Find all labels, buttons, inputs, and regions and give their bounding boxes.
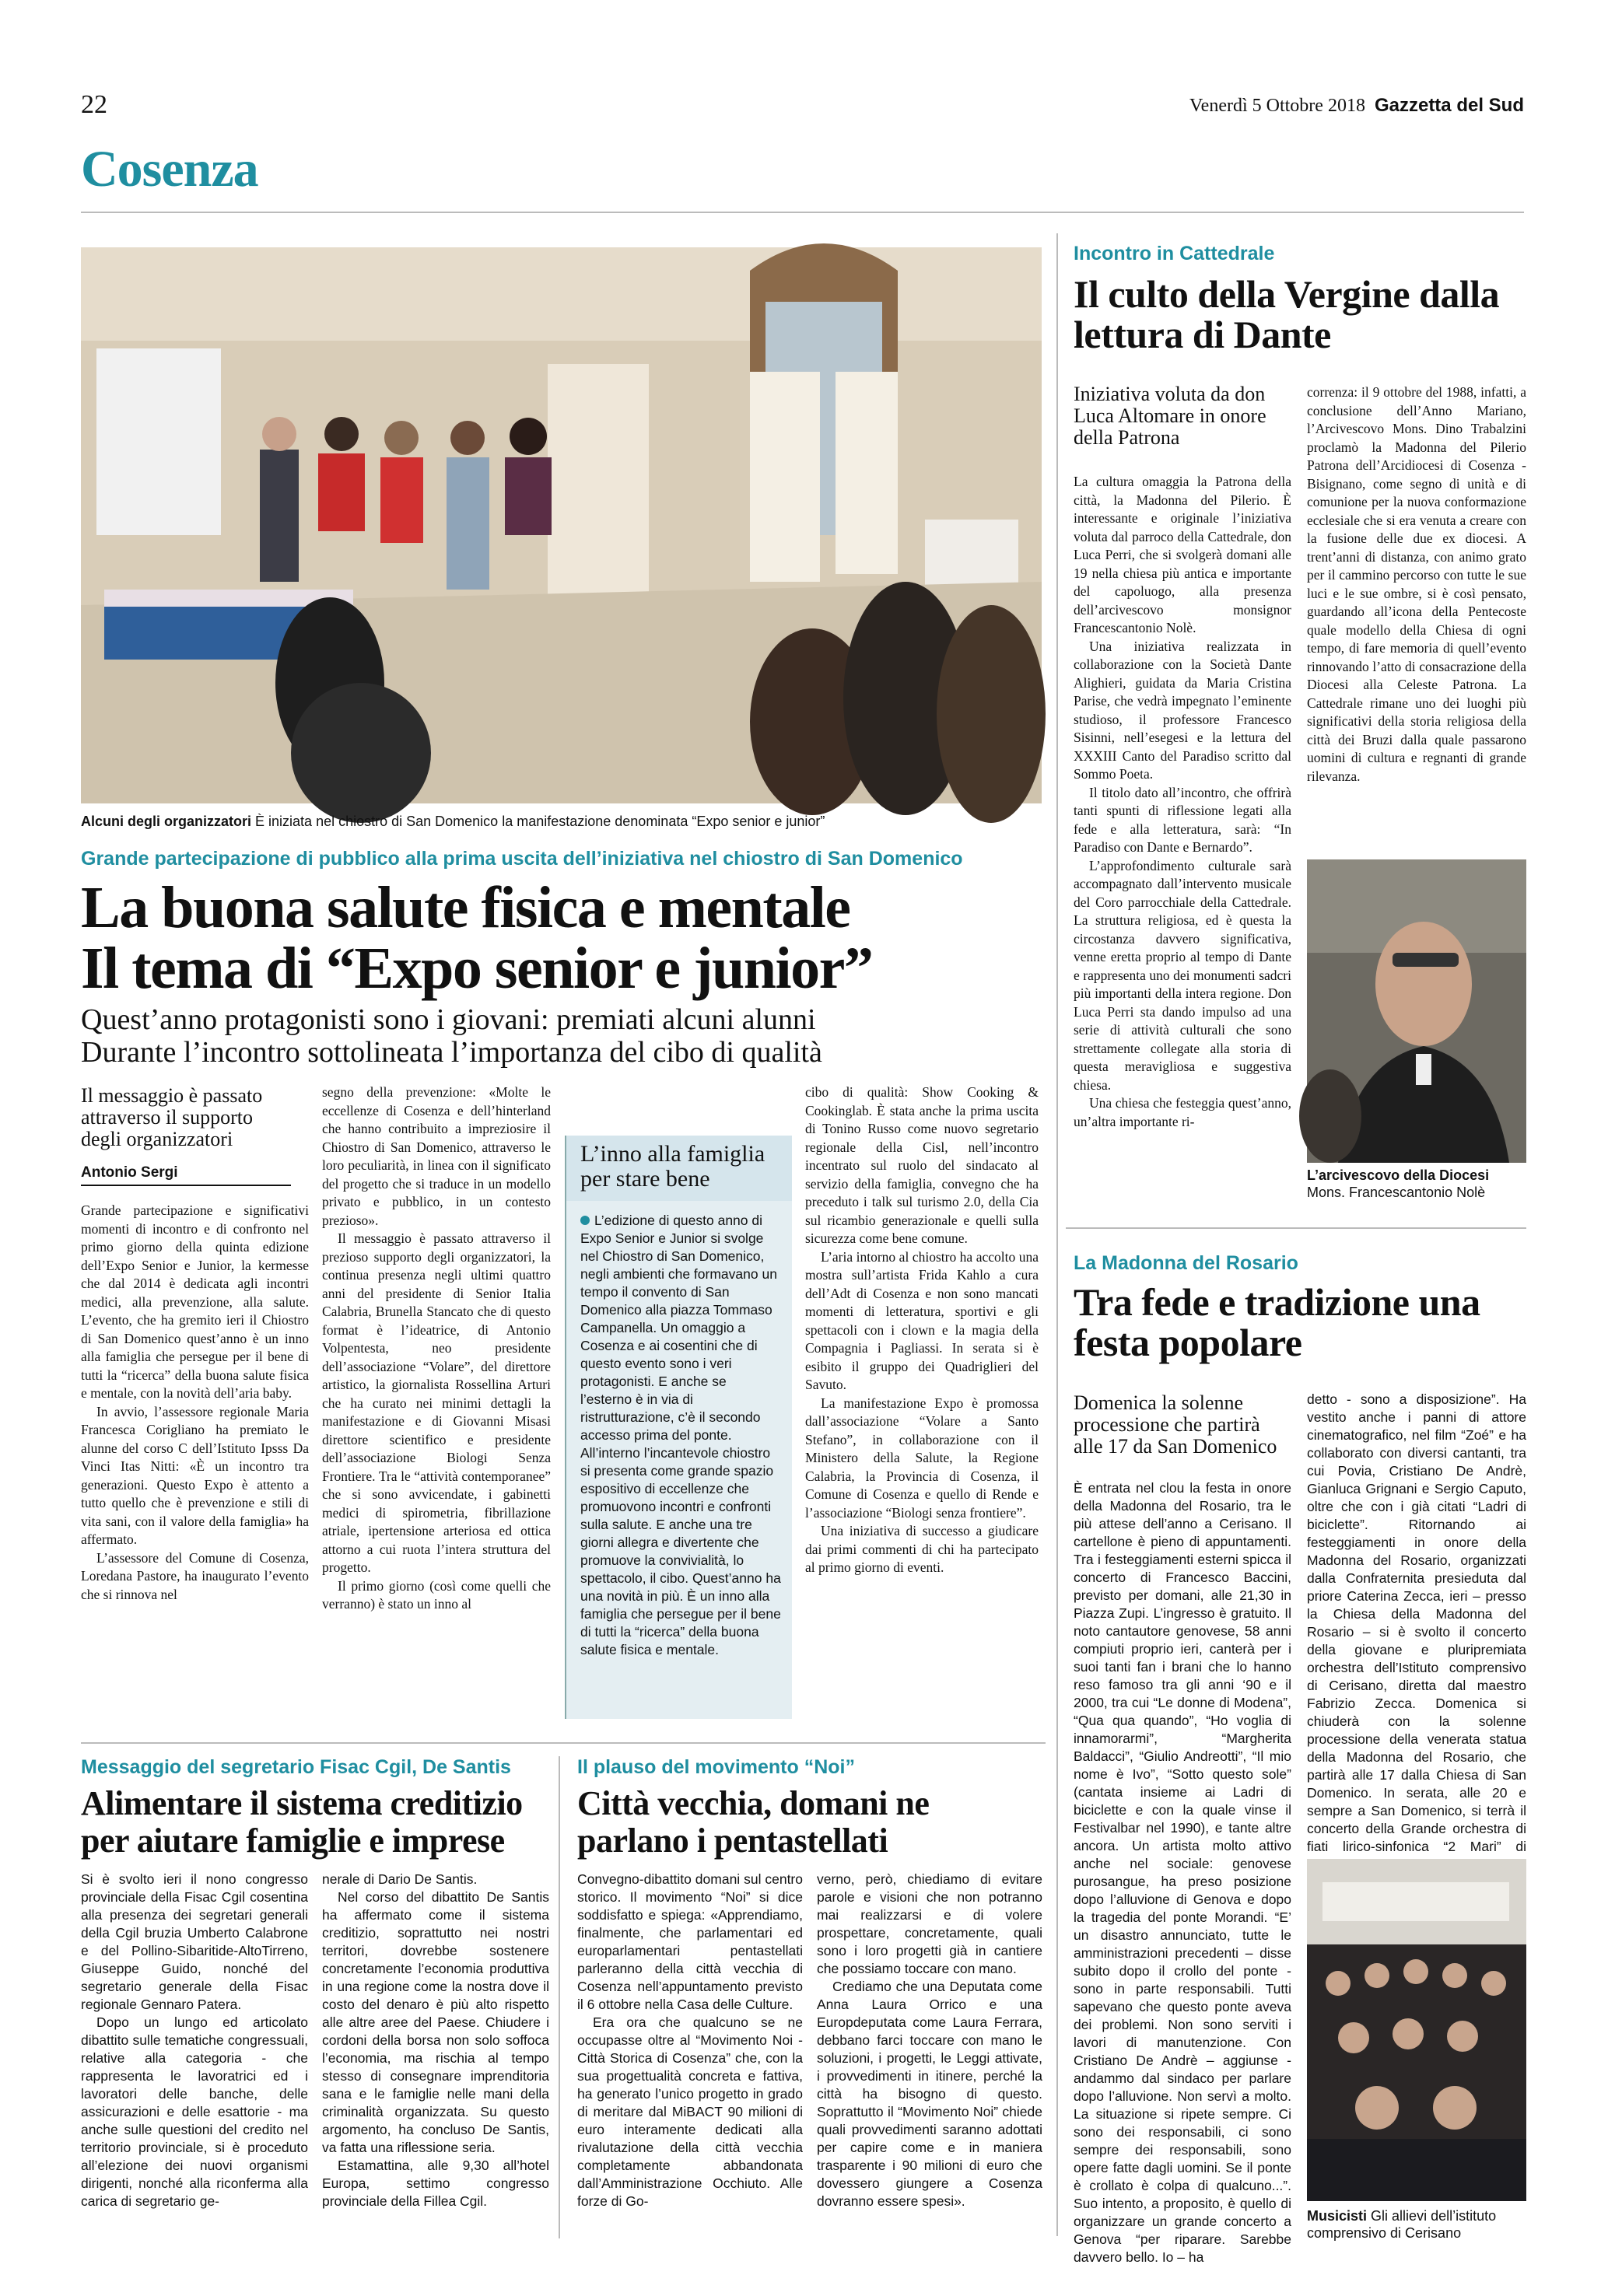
main-headline xyxy=(81,877,1046,999)
newspaper-name: Gazzetta del Sud xyxy=(1374,95,1524,116)
main-headline-line2: Il tema di “Expo senior e junior” xyxy=(81,936,873,1001)
fisac-col-b xyxy=(322,1871,549,2236)
main-sub-line1: Quest’anno protagonisti sono i giovani: premiati alcuni alunni xyxy=(81,1003,816,1036)
rosario-col-a xyxy=(1074,1479,1291,2265)
family-sidebar-box xyxy=(565,1136,792,1719)
paragraph: Convegno-dibattito domani sul centro storico. Il movimento “Noi” si dice soddisfatto e spiega: «Apprendiamo, finalmente, che parlamentari ed europarlamentari pentastellati parleranno della città vecchia di Cosenza nell’appuntamento previsto il 6 ottobre nella Casa delle Culture. xyxy=(577,1871,803,2012)
noi-col-a xyxy=(577,1871,803,2236)
paragraph: nerale di Dario De Santis. xyxy=(322,1871,478,1887)
archbishop-photo xyxy=(1307,859,1526,1163)
caption-bold: L’arcivescovo della Diocesi xyxy=(1307,1167,1490,1183)
issue-date: Venerdì 5 Ottobre 2018 xyxy=(1189,96,1365,116)
paragraph: verno, però, chiediamo di evitare parole e visioni che non potranno mai realizzarsi e di volere prospettare, concretamente, quali sono i loro progetti già in cantiere che possiamo toccare con mano. xyxy=(817,1871,1042,1976)
dante-col-a xyxy=(1074,473,1291,1204)
musicians-photo-illustration xyxy=(1307,1859,1526,2201)
main-col-2 xyxy=(322,1083,551,1729)
bottom-section-rule xyxy=(81,1742,1046,1744)
sidebar-box-title: L’inno alla famiglia per stare bene xyxy=(566,1136,792,1201)
paragraph: La manifestazione Expo è promossa dall’associazione “Volare a Santo Stefano”, in collaborazione con il Ministero della Salute, la Regione Calabria, la Provincia di Cosenza, il Comune di Cosenza e quello di Rende e l’associazione “Biologi senza frontiere”. xyxy=(805,1395,1039,1521)
paragraph: cibo di qualità: Show Cooking & Cookinglab. È stata anche la prima uscita di Tonino Russo come nuovo segretario regionale della Cisl, nell’incontro incentrato sul ruolo del sindacato al servizio della famiglia, convegno che ha preceduto i talk sul turismo 2.0, della Cia sul ricambio generazionale e quelli sulla sicurezza come bene comune. xyxy=(805,1084,1039,1246)
dante-standfirst: Iniziativa voluta da don Luca Altomare in onore della Patrona xyxy=(1074,383,1266,449)
paragraph: L’assessore del Comune di Cosenza, Loredana Pastore, ha inaugurato l’evento che si rinnova nel xyxy=(81,1549,309,1602)
paragraph: Il messaggio è passato attraverso il prezioso supporto degli organizzatori, la continua presenza negli ultimi quattro anni del presidente di Senior Italia Calabria, Brunella Stancato che di questo format è l’ideatrice, di Antonio Volpentesta, neo presidente dell’associazione “Volare”, del direttore artistico, la giornalista Rossellina Arturi che ha curato nei minimi dettagli la manifestazione e di Giovanni Misasi direttore scientifico e presidente dell’associazione Biologi Senza Frontiere. Tra le “attività contemporanee” che si sono avvicendate, i gabinetti medici di spirometria, fibrillazione atriale, ipertensione arteriosa ed ottica attorno a cui ruota l’intera struttura del progetto. xyxy=(322,1230,551,1575)
fisac-col-a xyxy=(81,1871,308,2236)
paragraph: Crediamo che una Deputata come Anna Laura Orrico e una Europdeputata come Laura Ferrara, debbano farci toccare con mano le soluzioni, i progetti, le Leggi attivate, i provvedimenti in itinere, perché la città ha bisogno di questo. Soprattutto il “Movimento Noi” chiede quali provvedimenti saranno adottati per capire come e in maniera trasparente i 90 milioni di euro che dovessero giungere a Cosenza dovranno essere spesi». xyxy=(817,1979,1042,2209)
rosario-standfirst: Domenica la solenne processione che partirà alle 17 da San Domenico xyxy=(1074,1391,1277,1458)
paragraph: segno della prevenzione: «Molte le eccellenze di Cosenza e dell’hinterland che hanno contribuito a impreziosire il Chiostro di San Domenico, attraverso le loro peculiarità, in linea con il significato del progetto che si traduce in un modello privato e pubblico, in un contesto prezioso». xyxy=(322,1084,551,1228)
main-standfirst: Il messaggio è passato attraverso il supporto degli organizzatori xyxy=(81,1084,263,1150)
header-rule xyxy=(81,212,1524,213)
main-photo xyxy=(81,247,1042,803)
sidebar-box-body xyxy=(566,1201,792,1659)
fisac-headline: Alimentare il sistema creditizio per aiutare famiglie e imprese xyxy=(81,1784,523,1860)
caption-bold: Musicisti xyxy=(1307,2208,1368,2224)
section-title: Cosenza xyxy=(81,141,258,198)
paragraph: Una iniziativa realizzata in collaborazione con la Società Dante Alighieri, guidata da Maria Cristina Parise, che vedrà impegnato l’eminente studioso, il professore Francesco Sisinni, nell’esegesi e la lettura del XXXIII Canto del Paradiso scritto dal Sommo Poeta. xyxy=(1074,638,1291,782)
paragraph: È entrata nel clou la festa in onore della Madonna del Rosario, tra le più attese dell’anno a Cerisano. Il cartellone è pieno di appuntamenti. Tra i festeggiamenti esterni spicca il concerto di Francesco Baccini, previsto per domani, alle 21,30 in Piazza Zupi. L’ingresso è gratuito. Il noto cantautore genovese, 58 anni compiuti proprio ieri, canterà per i suoi tanti fan i brani che lo hanno reso famoso tra gli anni ‘90 e il 2000, tra cui “Le donne di Modena”, “Qua qua quando”, “Ho voglia di innamorarmi”, “Margherita Baldacci”, “Giulio Andreotti”, “Il mio nome è Ivo”, “Sotto questo sole” (cantata insieme ai Ladri di biciclette e con la quale vinse il Festivalbar nel 1990), e tante altre ancora. Un artista molto attivo anche nel sociale: genovese purosangue, ha preso posizione dopo l’alluvione di Genova e dopo la tragedia del ponte Morandi. “E’ un disastro annunciato, tutte le amministrazioni precedenti – disse subito dopo il crollo del ponte - sono in parte responsabili. Tutti sapevano che questo ponte aveva dei problemi. Non sono serviti i lavori di manutenzione. Con Cristiano De Andrè – aggiunse - andammo dal sindaco per parlare dopo l’alluvione. Non servì a molto. La situazione si ripete sempre. Ci sono dei responsabili, ci sono sempre dei responsabili, sono opere fatte dagli uomini. Se il ponte è crollato è colpa di qualcuno...”. Suo intento, a proposito, è quello di organizzare un grande concerto a Genova “per riparare. Sarebbe davvero bello. Io – ha xyxy=(1074,1480,1291,2265)
paragraph: Nel corso del dibattito De Santis ha affermato come il sistema creditizio, soprattutto nei nostri territori, dovrebbe sostenere concretamente l’economia produttiva in una regione come la nostra dove il costo del denaro è più alto rispetto alle altre aree del Paese. Chiudere i cordoni della borsa non solo soffoca l’economia, ma rischia al tempo stesso di consegnare imprenditoria sana e le famiglie nelle mani della criminalità organizzata. Su questo argomento, ha concluso De Santis, va fatta una riflessione seria. xyxy=(322,1889,549,2155)
main-headline-line1: La buona salute fisica e mentale xyxy=(81,875,850,940)
bullet-dot-icon xyxy=(580,1216,590,1225)
paragraph: La cultura omaggia la Patrona della città, la Madonna del Pilerio. È interessante e originale l’iniziativa voluta dal parroco della Cattedrale, don Luca Perri, che si svolgerà domani alle 19 nella chiesa più antica e importante del capoluogo, alla presenza dell’arcivescovo monsignor Francescantonio Nolè. xyxy=(1074,474,1291,635)
caption-text: È iniziata nel chiostro di San Domenico la manifestazione denominata “Expo senior e junior” xyxy=(255,814,825,829)
paragraph: Una iniziativa di successo a giudicare dai primi commenti di chi ha partecipato al primo giorno di eventi. xyxy=(805,1523,1039,1575)
column-divider xyxy=(1056,233,1058,2236)
paragraph: Una chiesa che festeggia quest’anno, un’altra importante ri- xyxy=(1074,1095,1291,1129)
main-photo-caption xyxy=(81,813,1042,830)
paragraph: L’aria intorno al chiostro ha accolto una mostra sull’artista Frida Kahlo a cura dell’Adt di Cosenza e non sono mancati momenti di letteratura, sportivi e gli spettacoli con i clown e la magia della Compagnia i Pagliassi. In serata si è esibito il gruppo dei Quadriglieri del Savuto. xyxy=(805,1248,1039,1392)
musicians-caption xyxy=(1307,2207,1526,2242)
bottom-column-divider xyxy=(559,1756,560,2238)
paragraph: Era ora che qualcuno se ne occupasse oltre al “Movimento Noi - Città Storica di Cosenza” che, con la sua progettualità concreta e fattiva, ha generato l’unico progetto in grado di meritare dal MiBACT 90 milioni di euro interamente dedicati alla rivalutazione della città vecchia completamente abbandonata dall’Amministrazione Occhiuto. Alle forze di Go- xyxy=(577,2014,803,2209)
caption-bold: Alcuni degli organizzatori xyxy=(81,814,252,829)
caption-text: Mons. Francescantonio Nolè xyxy=(1307,1185,1486,1200)
paragraph: Il titolo dato all’incontro, che offrirà tanti spunti di riflessione legati alla fede e alla letteratura, sarà: “In Paradiso con Dante e Bernardo”. xyxy=(1074,784,1291,855)
main-byline: Antonio Sergi xyxy=(81,1164,291,1186)
noi-kicker: Il plauso del movimento “Noi” xyxy=(577,1756,855,1778)
right-section-rule xyxy=(1066,1227,1526,1229)
main-col-1 xyxy=(81,1202,309,1727)
paragraph: correnza: il 9 ottobre del 1988, infatti, a conclusione dell’Anno Mariano, l’Arcivescovo Mons. Dino Trabalzini proclamò la Madonna del Pilerio Patrona dell’Arcidiocesi di Cosenza - Bisignano, come segno di unità e di comunione per la nuova conformazione ecclesiale che si era venuta a creare con la fusione delle due ex diocesi. A trent’anni di distanza, con animo grato per il cammino percorso con tutte le sue luci e le sue ombre, si è così pensato, guardando all’icona della Pentecoste quale modello della Chiesa di ogni tempo, di fare memoria di quell’evento rinnovando l’atto di consacrazione della Diocesi alla Celeste Patrona. La Cattedrale rimane uno dei luoghi più significativi della storia religiosa della città dei Bruzi dalla quale passarono uomini di cultura e regnanti di grande rilevanza. xyxy=(1307,384,1526,784)
paragraph: Si è svolto ieri il nono congresso provinciale della Fisac Cgil cosentina alla presenza dei segretari generali della Cgil bruzia Umberto Calabrone e del Pollino-Sibaritide-AltoTirreno, Giuseppe Guido, nonché del segretario generale della Fisac regionale Gennaro Patera. xyxy=(81,1871,308,2012)
caption-text: Gli allievi dell’istituto comprensivo di Cerisano xyxy=(1307,2208,1497,2241)
fisac-kicker: Messaggio del segretario Fisac Cgil, De Santis xyxy=(81,1756,511,1778)
paragraph: Grande partecipazione e significativi momenti di incontro e di confronto nel primo giorno della quinta edizione dell’Expo Senior e Junior, la kermesse che dal 2014 è dedicata agli incontri medici, alla prevenzione, alla salute. L’evento, che ha gremito ieri il Chiostro di San Domenico quest’anno è un inno alla famiglia che persegue per il bene di tutti la “ricerca” della buona salute fisica e mentale, con la novità dell’aria baby. xyxy=(81,1202,309,1401)
noi-headline: Città vecchia, domani ne parlano i pentastellati xyxy=(577,1784,930,1860)
rosario-kicker: La Madonna del Rosario xyxy=(1074,1252,1298,1274)
paragraph: Il primo giorno (così come quelli che verranno) è stato un inno al xyxy=(322,1577,551,1612)
archbishop-photo-illustration xyxy=(1307,859,1526,1163)
paragraph: L’approfondimento culturale sarà accompagnato dall’intervento musicale del Coro parrocchiale della Cattedrale. La struttura religiosa, ed è questa la circostanza davvero significativa, venne eretta proprio al tempo di Dante e rappresenta uno dei monumenti sadcri più importanti della intera regione. Don Luca Perri sta dando impulso ad una serie di attività culturali che sono strettamente collegate alla storia di questa meravigliosa e suggestiva chiesa. xyxy=(1074,857,1291,1093)
archbishop-caption xyxy=(1307,1167,1526,1201)
paragraph: Estamattina, alle 9,30 all’hotel Europa, settimo congresso provinciale della Fillea Cgil. xyxy=(322,2158,549,2209)
sidebar-box-text: L’edizione di questo anno di Expo Senior e Junior si svolge nel Chiostro di San Domenico, negli ambienti che formavano un tempo il convento di San Domenico alla piazza Tommaso Campanella. Un omaggio a Cosenza e ai cosentini che di questo evento sono i veri protagonisti. E anche se l’esterno è in via di ristrutturazione, c’è il secondo accesso prima del ponte. All’interno l’incantevole chiostro si presenta come grande spazio espositivo di eccellenze che promuovono incontri e confronti sulla salute. E anche una tre giorni allegra e divertente che promuove la convivialità, lo spettacolo, il cibo. Quest’anno ha una novità in più. È un inno alla famiglia che persegue per il bene di tutti la “ricerca” della buona salute fisica e mentale. xyxy=(580,1213,781,1657)
page-number: 22 xyxy=(81,90,107,119)
organizers-photo-illustration xyxy=(81,247,1042,803)
musicians-photo xyxy=(1307,1859,1526,2201)
main-kicker: Grande partecipazione di pubblico alla prima uscita dell’iniziativa nel chiostro di San Domenico xyxy=(81,848,963,870)
paragraph: Dopo un lungo ed articolato dibattito sulle tematiche congressuali, relative alla categoria - che rappresenta le lavoratrici ed i lavoratori delle banche, delle assicurazioni e delle esattorie - ma anche sulle questioni del credito nel territorio provinciale, si è proceduto all’elezione dei nuovi organismi dirigenti, nonché alla riconferma alla carica di segretario ge- xyxy=(81,2014,308,2209)
noi-col-b xyxy=(817,1871,1042,2236)
main-sub-line2: Durante l’incontro sottolineata l’importanza del cibo di qualità xyxy=(81,1036,822,1069)
dante-col-b xyxy=(1307,383,1526,850)
paragraph: detto - sono a disposizione”. Ha vestito anche i panni di attore cinematografico, nel film “Zoé” e ha collaborato con diversi cantanti, tra cui Povia, Cristiano De Andrè, Gianluca Grignani e Sergio Caputo, oltre che con i già citati “Ladri di biciclette”. Ritornando ai festeggiamenti in onore della Madonna del Rosario, organizzati dalla Confraternita presieduta dal priore Caterina Zecca, ieri – presso la Chiesa della Madonna del Rosario – si è svolto il concerto della giovane e pluripremiata orchestra dell’Istituto comprensivo di Cerisano, diretta dal maestro Fabrizio Zecca. Domenica si chiuderà con la solenne processione della venerata statua della Madonna del Rosario, che partirà alle 17 dalla Chiesa di San Domenico. In serata, alle 20 e sempre a San Domenico, si terrà il concerto della Grande orchestra di fiati lirico-sinfonica “2 Mari” di xyxy=(1307,1391,1526,1854)
main-subheadline xyxy=(81,1003,1046,1069)
masthead xyxy=(1189,95,1524,117)
rosario-headline: Tra fede e tradizione una festa popolare xyxy=(1074,1280,1480,1364)
rosario-col-b xyxy=(1307,1391,1526,1854)
paragraph: In avvio, l’assessore regionale Maria Francesca Corigliano ha premiato le alunne del corso C dell’Istituto Ipsss Da Vinci Itas Nitti: «È un incontro tra generazioni. Questo Expo è attento a tutto quello che è prevenzione e stili di vita sani, con il valore della famiglia» ha affermato. xyxy=(81,1403,309,1547)
main-col-4 xyxy=(805,1083,1039,1729)
dante-headline: Il culto della Vergine dalla lettura di Dante xyxy=(1074,272,1500,356)
dante-kicker: Incontro in Cattedrale xyxy=(1074,243,1275,264)
